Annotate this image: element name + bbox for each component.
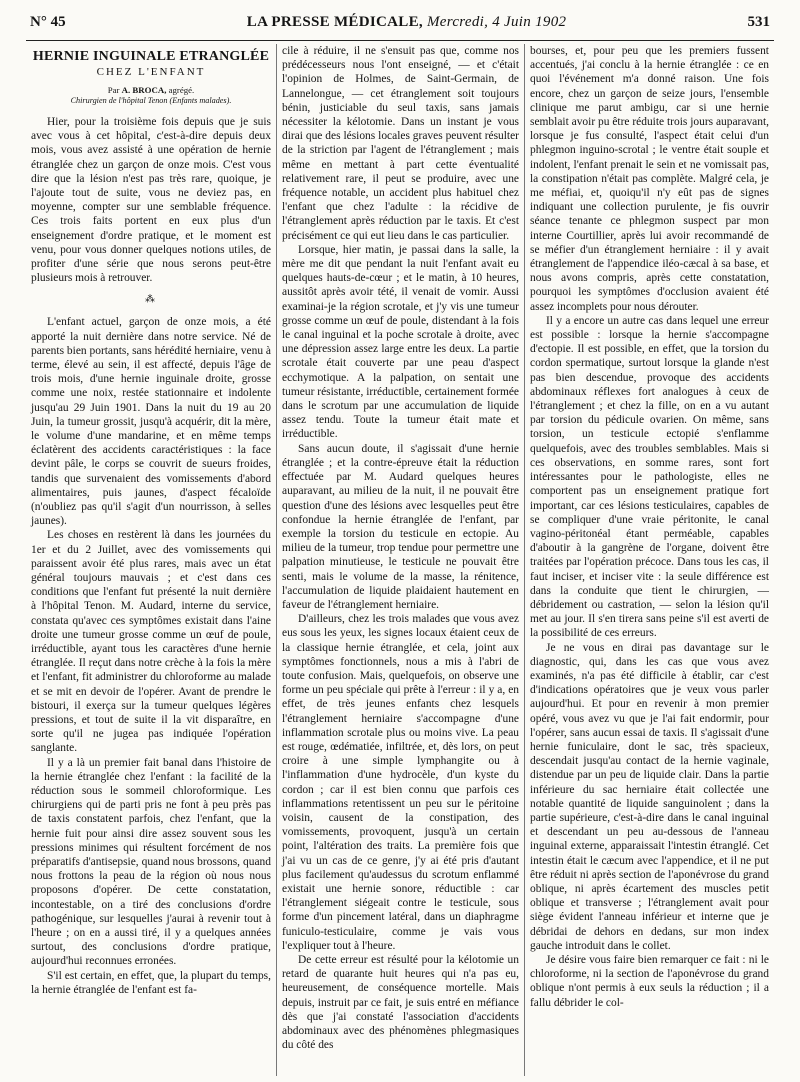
- paragraph: Il y a encore un autre cas dans lequel une erreur est possible : lorsque la hernie s'accompagne d'ectopie. Il est possible, en effet, que la torsion du cordon spermatique, surtout lorsque la glande n'est pas bien descendue, provoque des accidents abdominaux réflexes fort analogues à ceux de l'étranglement ; et chez la fille, on en a vu autant par torsion du pédicule ovarien. On même, sans torsion, un testicule ectopié s'enflamme quelquefois, avec des troubles semblables. Mais si ces observations, en somme rares, sont fort intéressantes pour le pathologiste, elles ne comportent pas un enseignement pratique fort important, car ces lésions testiculaires, capables de se compliquer d'une vraie péritonite, le canal vagino-péritonéal étant perméable, capables d'aboutir à la gangrène de l'organe, doivent être traitées par l'opération précoce. Dans tous les cas, il faut inciser, et inciser vite : la seule différence est dans la conduite que tient le chirurgien, — débridement ou castration, — selon la lésion qu'il met au jour. Il s'en tirera sans peine s'il est averti de la possibilité de ces erreurs.: [530, 314, 769, 640]
- paragraph: Hier, pour la troisième fois depuis que je suis avec vous à cet hôpital, c'est-à-dire depuis deux mois, vous avez assisté à une opération de hernie étranglée chez un garçon de onze mois. C'est vous dire que la lésion n'est pas très rare, quoique, je l'ajoute tout de suite, vous ne deviez pas, en moyenne, compter sur une semblable fréquence. Ces trois faits portent en eux plus d'un enseignement d'ordre pratique, et le moment est venu, pour vous donner quelques notions utiles, de profiter d'une série que nous serons peut-être plusieurs mois à retrouver.: [31, 115, 271, 285]
- paragraph: L'enfant actuel, garçon de onze mois, a été apporté la nuit dernière dans notre service. Né de parents bien portants, sans hérédité herniaire, venu à terme, élevé au sein, il est affecté, depuis l'âge de trois mois, d'une hernie inguinale droite, grosse comme une noix, restée stationnaire et indolente jusqu'au 29 Juin 1901. Dans la nuit du 19 au 20 Juin, la tumeur grossit, jusqu'à acquérir, dit la mère, le volume d'une mandarine, et en même temps éclatèrent des accidents caractéristiques : la face devint pâle, le corps se couvrit de sueurs froides, tandis que survenaient des vomissements d'abord alimentaires, puis jaunes, d'aspect fécaloïde (n'oubliez pas qu'il s'agit d'un nourrisson, à selles jaunes).: [31, 316, 271, 528]
- paragraph: Les choses en restèrent là dans les journées du 1er et du 2 Juillet, avec des vomissements qui paraissent avoir été plus rares, mais avec un état général toujours mauvais ; et c'est dans ces conditions que l'enfant fut présenté la nuit dernière à l'hôpital Tenon. M. Audard, interne du service, constata qu'avec ces symptômes existait dans l'aine droite une tumeur grosse comme un œuf de poule, irréductible, ayant tous les caractères d'une hernie étranglée. Il reçut dans notre crèche à la fois la mère et l'enfant, fit administrer du chloroforme au malade et se mit en devoir de l'opérer. Avant de prendre le bistouri, il exerça sur la tumeur quelques légères pressions, et tout de suite il la vit disparaître, en sorte qu'il ne jugea pas indiquée l'opération sanglante.: [31, 529, 271, 755]
- article-subtitle: CHEZ L'ENFANT: [96, 66, 206, 79]
- paragraph: D'ailleurs, chez les trois malades que vous avez eus sous les yeux, les signes locaux étaient ceux de la classique hernie étranglée, et cela, joint aux symptômes fonctionnels, nous a mis à l'abri de toute confusion. Mais, quelquefois, on observe une forme un peu spéciale qui prête à l'erreur : il y a, en effet, de très jeunes enfants chez lesquels l'étranglement herniaire s'accompagne d'une inflammation scrotale plus ou moins vive. La peau est rouge, œdématiée, infiltrée, et, dès lors, on peut croire à une simple lymphangite ou à l'inflammation d'une hydrocèle, d'un kyste du cordon ; car il est bien connu que parfois ces inflammations retentissent un peu sur le péritoine voisin, causent de la constipation, des vomissements, provoquent, jusqu'à un certain point, l'altération des traits. La première fois que j'ai vu un cas de ce genre, j'y ai été pris d'autant plus facilement qu'audessus du scrotum enflammé existait une hernie sonore, réductible : car l'étranglement siégeait contre le testicule, sous forme d'un pincement latéral, dans un diaphragme funiculo-testiculaire, comme je vais vous l'expliquer tout à l'heure.: [282, 613, 519, 952]
- header-rule: [26, 40, 774, 41]
- issue-number: N° 45: [30, 14, 66, 30]
- masthead: [30, 14, 770, 38]
- issue-date: Mercredi, 4 Juin 1902: [427, 14, 567, 30]
- author-suffix: agrégé.: [168, 85, 195, 96]
- author-prefix: Par: [107, 85, 120, 96]
- paragraph: S'il est certain, en effet, que, la plupart du temps, la hernie étranglée de l'enfant est fa-: [31, 969, 271, 996]
- journal-name: LA PRESSE MÉDICALE,: [246, 14, 423, 30]
- page-number: 531: [747, 14, 770, 30]
- author-affiliation: Chirurgien de l'hôpital Tenon (Enfants malades).: [70, 95, 232, 105]
- paragraph: Il y a là un premier fait banal dans l'histoire de la hernie étranglée chez l'enfant : la facilité de la réduction sous le sommeil chloroformique. Les chirurgiens qui de parti pris ne font à peu près pas de taxis constatent parfois, chez l'enfant, que la hernie fuit pour ainsi dire assez souvent sous les pressions minimes qui résultent forcément de nos préparatifs d'antisepsie, quand nous brossons, quand nous frottons la peau de la région où nous nous proposons d'opérer. De cette constatation, incontestable, on a tiré des conclusions d'ordre pathogénique, sur lesquelles j'aurai à revenir tout à l'heure ; on en a aussi tiré, il y a quelques années surtout, des conclusions d'ordre pratique, aujourd'hui reconnues erronées.: [31, 756, 271, 968]
- author-name: A. BROCA,: [121, 85, 167, 96]
- column-1: [26, 44, 276, 1076]
- journal-title-line: [247, 14, 567, 31]
- column-2: [276, 44, 524, 1076]
- section-separator: ⁂: [145, 294, 157, 306]
- column-3: [524, 44, 774, 1076]
- byline: [31, 85, 271, 96]
- article-title: HERNIE INGUINALE ETRANGLÉE: [32, 49, 270, 64]
- paragraph: bourses, et, pour peu que les premiers fussent accentués, j'ai conclu à la hernie étranglée : ce en quoi l'événement m'a donné raison. Une fois encore, chez un garçon de seize jours, l'ensemble clinique me parut ambigu, car si une hernie semblait avoir pu être réduite trois jours auparavant, lorsque je fus consulté, l'aspect était celui d'un phlegmon inguino-scrotal ; le ventre était souple et indolent, l'enfant prenait le sein et ne vomissait pas, la constipation n'était pas complète. Malgré cela, je me méfiai, et, quoiqu'il n'y eût pas de signes indiquant une collection purulente, je fis ouvrir séance tenante ce phlegmon suspect par mon interne Courtillier, après lui avoir recommandé de se méfier d'un étranglement herniaire : il y avait étranglement de l'appendice iléo-cæcal à sa base, et nous avons compris, après cette constatation, pourquoi les symptômes d'occlusion avaient été assez incomplets pour nous dérouter.: [530, 45, 769, 313]
- paragraph: Je désire vous faire bien remarquer ce fait : ni le chloroforme, ni la section de l'aponévrose du grand oblique n'ont permis à eux seuls la réduction ; il a fallu débrider le col-: [530, 954, 769, 1009]
- paragraph: Sans aucun doute, il s'agissait d'une hernie étranglée ; et la contre-épreuve était la réduction effectuée par M. Audard quelques heures auparavant, au milieu de la nuit, il ne pouvait être question d'une des lésions avec lesquelles peut être confondue la hernie étranglée de l'enfant, par exemple la torsion du testicule en ectopie. Au milieu de la tumeur, trop tendue pour permettre une palpation minutieuse, le testicule ne pouvait être senti, mais le volume de la masse, la rénitence, l'accumulation de liquide plaidaient hautement en faveur de l'étranglement herniaire.: [282, 442, 519, 611]
- paragraph: De cette erreur est résulté pour la kélotomie un retard de quarante huit heures qui n'a pas eu, heureusement, de conséquence mortelle. Mais depuis, instruit par ce fait, je suis entré en méfiance dès que j'ai constaté l'association d'accidents abdominaux avec des phénomènes phlegmasiques du côté des: [282, 954, 519, 1052]
- paragraph: Je ne vous en dirai pas davantage sur le diagnostic, qui, dans les cas que vous avez examinés, n'a pas été difficile à établir, car c'est d'indications opératoires que je veux vous parler aujourd'hui. Et pour en revenir à mon premier opéré, vous avez vu que je l'ai fait endormir, pour l'opérer, sans aucun essai de taxis. Il s'agissait d'une hernie funiculaire, dont le sac, très spacieux, descendait jusqu'au contact de la hernie vaginale, distendue par un peu de liquide clair. Dans la partie inférieure du sac herniaire était collectée une notable quantité de liquide sanguinolent ; dans la partie supérieure, c'est-à-dire dans le canal inguinal et descendant un peu au-dessous de l'anneau inguinal externe, apparaissait l'intestin étranglé. Cet intestin était le cæcum avec l'appendice, et il ne put être réduit ni après section de l'aponévrose du grand oblique, ni après écartement des muscles petit oblique et transverse ; l'étranglement avait pour siège évident l'anneau inférieur et interne que je débridai de dehors en dedans, sur mon index gauche introduit dans le collet.: [530, 641, 769, 952]
- article-columns: [26, 44, 774, 1076]
- paragraph: cile à réduire, il ne s'ensuit pas que, comme nos prédécesseurs nous l'ont enseigné, — et c'était l'opinion de Holmes, de Saint-Germain, de Lannelongue, — cet étranglement soit toujours bénin, justiciable du seul taxis, sans jamais nécessiter la kélotomie. Dans un instant je vous dirai que des lésions locales graves peuvent résulter de la striction par l'agent de l'étranglement ; mais même en mettant à part cette éventualité relativement rare, il peut se produire, avec une fréquence notable, un accident plus habituel chez l'enfant que chez l'adulte : la récidive de l'étranglement après réduction par le taxis. Et c'est précisément ce qui eut lieu dans le cas particulier.: [282, 45, 519, 242]
- paragraph: Lorsque, hier matin, je passai dans la salle, la mère me dit que pendant la nuit l'enfant avait eu quelques hauts-de-cœur ; et le matin, à 10 heures, aussitôt après avoir tété, il venait de vomir. Aussi examinai-je la région scrotale, et j'y vis une tumeur grosse comme un œuf de poule, distendant à la fois le canal inguinal et la poche scrotale à droite, avec une dépression assez large entre les deux. La partie scrotale était couverte par une peau d'aspect ecchymotique. A la palpation, on sentait une tumeur résistante, irréductible, certainement formée dans le scrotum par une accumulation de liquide assez tendu. Toute la tumeur était mate et irréductible.: [282, 243, 519, 441]
